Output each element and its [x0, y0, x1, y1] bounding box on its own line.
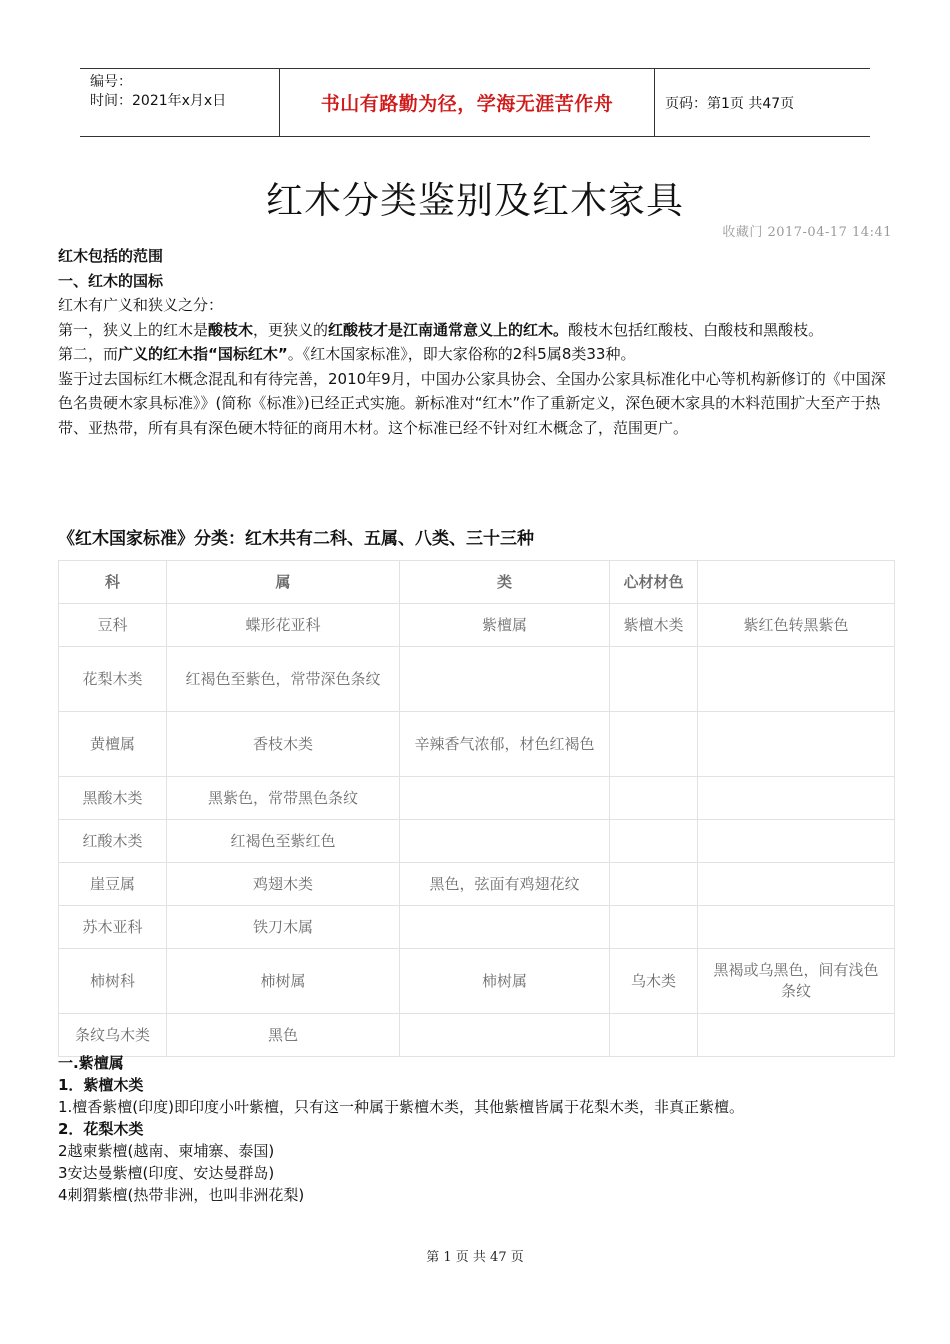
table-cell: 乌木类 — [610, 949, 698, 1014]
classification-table — [58, 560, 895, 1057]
table-cell — [698, 712, 895, 777]
table-cell: 辛辣香气浓郁，材色红褐色 — [400, 712, 610, 777]
table-row — [59, 712, 895, 777]
table-cell: 铁刀木属 — [167, 906, 400, 949]
section-heading: 一.紫檀属 — [58, 1054, 124, 1072]
table-title: 《红木国家标准》分类：红木共有二科、五属、八类、三十三种 — [58, 529, 534, 549]
table-cell: 红褐色至紫红色 — [167, 820, 400, 863]
table-cell: 鸡翅木类 — [167, 863, 400, 906]
table-cell: 柿树科 — [59, 949, 167, 1014]
table-cell — [698, 777, 895, 820]
header-time: 时间：2021年x月x日 — [90, 93, 227, 109]
table-cell: 紫檀属 — [400, 604, 610, 647]
table-cell — [610, 863, 698, 906]
paragraph: 鉴于过去国标红木概念混乱和有待完善，2010年9月，中国办公家具协会、全国办公家具标准化中心等机构新修订的《中国深色名贵硬木家具标准》》(简称《标准》)已经正式实施。新标准对“红木”作了重新定义，深色硬木家具的木料范围扩大至产于热带、亚热带，所有具有深色硬木特征的商用木材。这个标准已经不针对红木概念了，范围更广。 — [58, 369, 886, 437]
table-cell — [400, 820, 610, 863]
paragraph: 1.檀香紫檀(印度)即印度小叶紫檀，只有这一种属于紫檀木类，其他紫檀皆属于花梨木类，非真正紫檀。 — [58, 1098, 745, 1116]
table-row — [59, 820, 895, 863]
table-cell — [610, 712, 698, 777]
section-heading: 红木包括的范围 — [58, 247, 164, 265]
table-cell: 黄檀属 — [59, 712, 167, 777]
header-info — [80, 69, 280, 136]
paragraph: 红木有广义和狭义之分： — [58, 296, 224, 314]
table-header: 科 — [59, 561, 167, 604]
table-cell — [610, 820, 698, 863]
table-row — [59, 949, 895, 1014]
table-cell: 香枝木类 — [167, 712, 400, 777]
subsection-heading: 一、红木的国标 — [58, 271, 164, 290]
table-row — [59, 906, 895, 949]
table-header-row — [59, 561, 895, 604]
list-item: 2越柬紫檀(越南、柬埔寨、泰国) — [58, 1142, 275, 1160]
table-cell: 紫檀木类 — [610, 604, 698, 647]
table-cell: 蝶形花亚科 — [167, 604, 400, 647]
table-cell: 黑色 — [167, 1014, 400, 1057]
table-cell — [698, 820, 895, 863]
table-cell — [610, 777, 698, 820]
list-item: 3安达曼紫檀(印度、安达曼群岛) — [58, 1164, 275, 1182]
table-row — [59, 604, 895, 647]
text-run: 第一，狭义上的红木是 — [58, 320, 209, 339]
table-cell — [400, 906, 610, 949]
table-cell: 红褐色至紫色，常带深色条纹 — [167, 647, 400, 712]
table-cell: 红酸木类 — [59, 820, 167, 863]
table-cell: 紫红色转黑紫色 — [698, 604, 895, 647]
text-run: ，更狭义的 — [253, 320, 329, 339]
table-cell: 柿树属 — [167, 949, 400, 1014]
post-meta: 收藏门 2017-04-17 14:41 — [722, 225, 892, 240]
table-row — [59, 863, 895, 906]
table-cell: 条纹乌木类 — [59, 1014, 167, 1057]
table-cell — [698, 1014, 895, 1057]
list-item: 4刺猬紫檀(热带非洲，也叫非洲花梨) — [58, 1186, 305, 1204]
table-cell: 崖豆属 — [59, 863, 167, 906]
table-row — [59, 1014, 895, 1057]
text-run: 。《红木国家标准》，即大家俗称的2科5属8类33种。 — [287, 345, 636, 363]
species-section — [58, 1052, 894, 1206]
table-cell — [698, 863, 895, 906]
table-cell: 花梨木类 — [59, 647, 167, 712]
bold-text: 红酸枝才是江南通常意义上的红木。 — [328, 320, 569, 339]
table-cell: 黑酸木类 — [59, 777, 167, 820]
table-row — [59, 647, 895, 712]
text-run: 酸枝木包括红酸枝、白酸枝和黑酸枝。 — [568, 320, 824, 339]
document-header — [80, 68, 870, 137]
header-motto: 书山有路勤为径，学海无涯苦作舟 — [280, 69, 655, 136]
bold-text: 酸枝木 — [208, 320, 254, 339]
table-header — [698, 561, 895, 604]
table-header: 属 — [167, 561, 400, 604]
table-cell — [400, 1014, 610, 1057]
table-cell — [698, 647, 895, 712]
table-header: 心材材色 — [610, 561, 698, 604]
table-cell: 黑紫色，常带黑色条纹 — [167, 777, 400, 820]
header-number: 编号： — [90, 74, 132, 90]
table-cell — [610, 1014, 698, 1057]
table-cell — [610, 647, 698, 712]
table-cell — [610, 906, 698, 949]
bold-text: 广义的红木指“国标红木” — [118, 345, 288, 363]
paragraph — [58, 318, 894, 343]
table-cell: 黑色，弦面有鸡翅花纹 — [400, 863, 610, 906]
subsection-heading: 1．紫檀木类 — [58, 1076, 144, 1094]
paragraph — [58, 342, 894, 367]
page-footer: 第 1 页 共 47 页 — [426, 1250, 524, 1265]
table-cell: 苏木亚科 — [59, 906, 167, 949]
text-run: 第二，而 — [58, 345, 119, 363]
intro-section — [58, 244, 894, 440]
subsection-heading: 2．花梨木类 — [58, 1120, 144, 1138]
table-header: 类 — [400, 561, 610, 604]
page-title: 红木分类鉴别及红木家具 — [266, 179, 684, 222]
table-cell — [698, 906, 895, 949]
table-cell: 黑褐或乌黑色，间有浅色条纹 — [698, 949, 895, 1014]
table-cell — [400, 777, 610, 820]
table-row — [59, 777, 895, 820]
table-cell — [400, 647, 610, 712]
table-cell: 柿树属 — [400, 949, 610, 1014]
header-page-info: 页码：第1页 共47页 — [665, 95, 795, 112]
table-cell: 豆科 — [59, 604, 167, 647]
